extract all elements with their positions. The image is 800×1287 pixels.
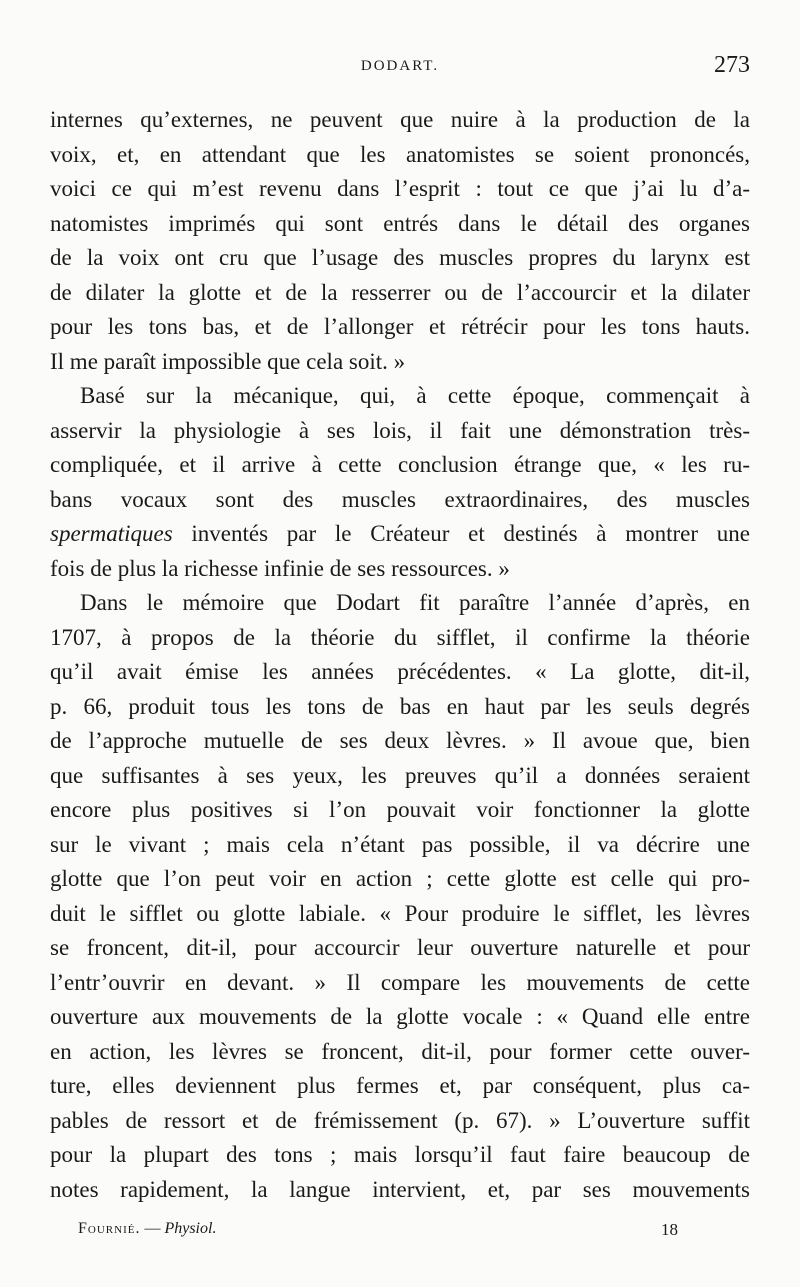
text-line: encore plus positives si l’on pouvait voir fonctionner la glotte xyxy=(50,797,750,822)
text-line: fois de plus la richesse infinie de ses ressources. » xyxy=(50,555,510,581)
text-line: en action, les lèvres se froncent, dit-il, pour former cette ouver- xyxy=(50,1038,750,1064)
text-line: natomistes imprimés qui sont entrés dans le détail des organes xyxy=(50,210,750,236)
text-line: qu’il avait émise les années précédentes. « La glotte, dit-il, xyxy=(50,659,750,684)
text-line xyxy=(50,517,750,552)
text-line: de la voix ont cru que l’usage des muscles propres du larynx est xyxy=(50,245,750,270)
text-line: bans vocaux sont des muscles extraordinaires, des muscles xyxy=(50,486,750,512)
footer xyxy=(78,1220,678,1250)
text-line: glotte que l’on peut voir en action ; cette glotte est celle qui pro- xyxy=(50,866,750,891)
running-head xyxy=(50,52,750,88)
text-line: notes rapidement, la langue intervient, et, par ses mouvements xyxy=(50,1176,750,1202)
text-line: de l’approche mutuelle de ses deux lèvres. » Il avoue que, bien xyxy=(50,728,750,753)
signature-line xyxy=(78,1220,216,1238)
text-line: Basé sur la mécanique, qui, à cette époque, commençait à xyxy=(80,383,750,408)
text-line: compliquée, et il arrive à cette conclusion étrange que, « les ru- xyxy=(50,452,750,477)
italic-word: spermatiques xyxy=(50,521,173,546)
text-line: internes qu’externes, ne peuvent que nuire à la production de la xyxy=(50,107,750,132)
signature-separator: — xyxy=(140,1220,165,1237)
page-number: 273 xyxy=(714,52,750,78)
text-line: l’entr’ouvrir en devant. » Il compare les mouvements de cette xyxy=(50,969,750,995)
text-line: pour les tons bas, et de l’allonger et rétrécir pour les tons hauts. xyxy=(50,314,750,339)
text-line: ouverture aux mouvements de la glotte vocale : « Quand elle entre xyxy=(50,1004,750,1029)
body-text xyxy=(50,103,750,1207)
text-line: Dans le mémoire que Dodart fit paraître l’année d’après, en xyxy=(80,590,750,615)
text-line: p. 66, produit tous les tons de bas en haut par les seuls degrés xyxy=(50,693,750,719)
text-line: 1707, à propos de la théorie du sifflet, il confirme la théorie xyxy=(50,624,750,650)
text-line: ture, elles deviennent plus fermes et, par conséquent, plus ca- xyxy=(50,1073,750,1098)
text-line: pables de ressort et de frémissement (p. 67). » L’ouverture suffit xyxy=(50,1107,750,1133)
text-line: asservir la physiologie à ses lois, il fait une démonstration très- xyxy=(50,417,750,443)
signature-work: Physiol. xyxy=(164,1220,217,1237)
text-line: sur le vivant ; mais cela n’étant pas possible, il va décrire une xyxy=(50,831,750,857)
text-line-rest: inventés par le Créateur et destinés à montrer une xyxy=(191,521,750,546)
text-line: se froncent, dit-il, pour accourcir leur ouverture naturelle et pour xyxy=(50,935,750,960)
text-line: voix, et, en attendant que les anatomistes se soient prononcés, xyxy=(50,141,750,167)
text-line: Il me paraît impossible que cela soit. » xyxy=(50,348,406,374)
text-line: duit le sifflet ou glotte labiale. « Pour produire le sifflet, les lèvres xyxy=(50,900,750,926)
running-title: DODART. xyxy=(360,58,440,74)
text-line: pour la plupart des tons ; mais lorsqu’il faut faire beaucoup de xyxy=(50,1142,750,1167)
signature-author: Fournié. xyxy=(78,1220,141,1237)
sheet-number: 18 xyxy=(661,1220,678,1239)
text-line: de dilater la glotte et de la resserrer ou de l’accourcir et la dilater xyxy=(50,279,750,305)
text-line: que suffisantes à ses yeux, les preuves qu’il a données seraient xyxy=(50,762,750,788)
text-line: voici ce qui m’est revenu dans l’esprit : tout ce que j’ai lu d’a- xyxy=(50,176,750,201)
